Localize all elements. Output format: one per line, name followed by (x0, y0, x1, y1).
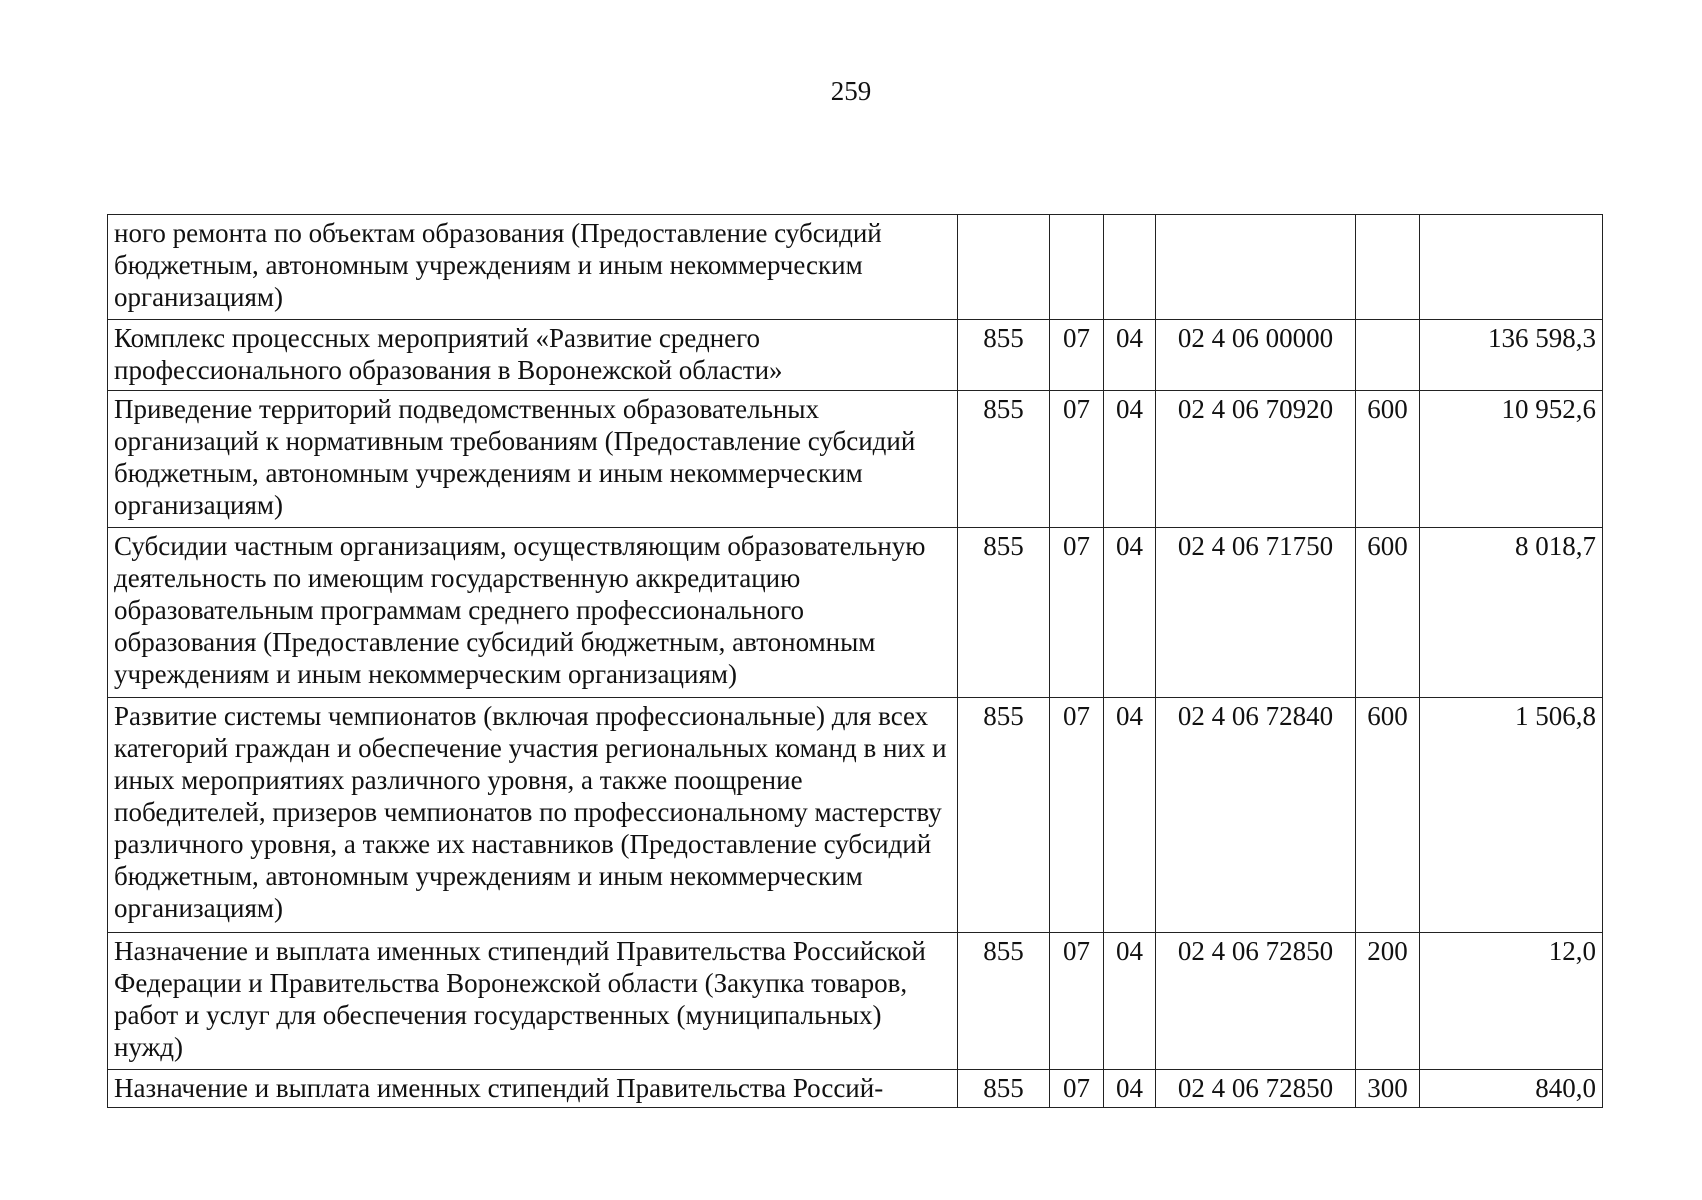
section-code (1050, 215, 1104, 320)
subsection-code: 04 (1104, 933, 1156, 1070)
expense-type-code: 200 (1356, 933, 1420, 1070)
row-description: Комплекс процессных мероприятий «Развитие среднего профессионального образования в Воронежской области» (108, 320, 958, 391)
row-description: Субсидии частным организациям, осуществляющим образовательную деятельность по имеющим государственную аккредитацию образовательным программам среднего профессионального образования (Предоставление субсидий бюджетным, автономным учреждениям и иным некоммерческим организациям) (108, 528, 958, 698)
row-description: Развитие системы чемпионатов (включая профессиональные) для всех категорий граждан и обеспечение участия региональных команд в них и иных мероприятиях различного уровня, а также поощрение победителей, призеров чемпионатов по профессиональному мастерству различного уровня, а также их наставников (Предоставление субсидий бюджетным, автономным учреждениям и иным некоммерческим организациям) (108, 698, 958, 933)
section-code: 07 (1050, 698, 1104, 933)
target-article-code: 02 4 06 72840 (1156, 698, 1356, 933)
table-row (108, 528, 1603, 698)
ministry-code: 855 (958, 391, 1050, 528)
ministry-code: 855 (958, 528, 1050, 698)
section-code: 07 (1050, 528, 1104, 698)
target-article-code: 02 4 06 71750 (1156, 528, 1356, 698)
subsection-code: 04 (1104, 528, 1156, 698)
subsection-code: 04 (1104, 1070, 1156, 1108)
section-code: 07 (1050, 320, 1104, 391)
row-description: ного ремонта по объектам образования (Предоставление субсидий бюджетным, автономным учреждениям и иным некоммерческим организациям) (108, 215, 958, 320)
expense-type-code: 600 (1356, 391, 1420, 528)
ministry-code: 855 (958, 698, 1050, 933)
row-description: Назначение и выплата именных стипендий Правительства Россий- (108, 1070, 958, 1108)
table-row (108, 933, 1603, 1070)
row-description: Приведение территорий подведомственных образовательных организаций к нормативным требованиям (Предоставление субсидий бюджетным, автономным учреждениям и иным некоммерческим организациям) (108, 391, 958, 528)
amount-value: 8 018,7 (1420, 528, 1603, 698)
target-article-code: 02 4 06 70920 (1156, 391, 1356, 528)
target-article-code: 02 4 06 72850 (1156, 933, 1356, 1070)
amount-value (1420, 215, 1603, 320)
ministry-code: 855 (958, 933, 1050, 1070)
amount-value: 840,0 (1420, 1070, 1603, 1108)
budget-table (107, 214, 1603, 1108)
amount-value: 12,0 (1420, 933, 1603, 1070)
expense-type-code: 600 (1356, 698, 1420, 933)
table-row (108, 215, 1603, 320)
expense-type-code (1356, 215, 1420, 320)
subsection-code (1104, 215, 1156, 320)
subsection-code: 04 (1104, 391, 1156, 528)
page-number: 259 (830, 76, 872, 106)
target-article-code: 02 4 06 00000 (1156, 320, 1356, 391)
ministry-code: 855 (958, 1070, 1050, 1108)
table-row (108, 698, 1603, 933)
section-code: 07 (1050, 933, 1104, 1070)
table-row (108, 1070, 1603, 1108)
amount-value: 1 506,8 (1420, 698, 1603, 933)
subsection-code: 04 (1104, 320, 1156, 391)
expense-type-code: 600 (1356, 528, 1420, 698)
subsection-code: 04 (1104, 698, 1156, 933)
target-article-code: 02 4 06 72850 (1156, 1070, 1356, 1108)
section-code: 07 (1050, 1070, 1104, 1108)
ministry-code (958, 215, 1050, 320)
row-description: Назначение и выплата именных стипендий Правительства Российской Федерации и Правительства Воронежской области (Закупка товаров, работ и услуг для обеспечения государственных (муниципальных) нужд) (108, 933, 958, 1070)
expense-type-code: 300 (1356, 1070, 1420, 1108)
target-article-code (1156, 215, 1356, 320)
section-code: 07 (1050, 391, 1104, 528)
amount-value: 136 598,3 (1420, 320, 1603, 391)
ministry-code: 855 (958, 320, 1050, 391)
table-row (108, 391, 1603, 528)
table-row (108, 320, 1603, 391)
expense-type-code (1356, 320, 1420, 391)
amount-value: 10 952,6 (1420, 391, 1603, 528)
